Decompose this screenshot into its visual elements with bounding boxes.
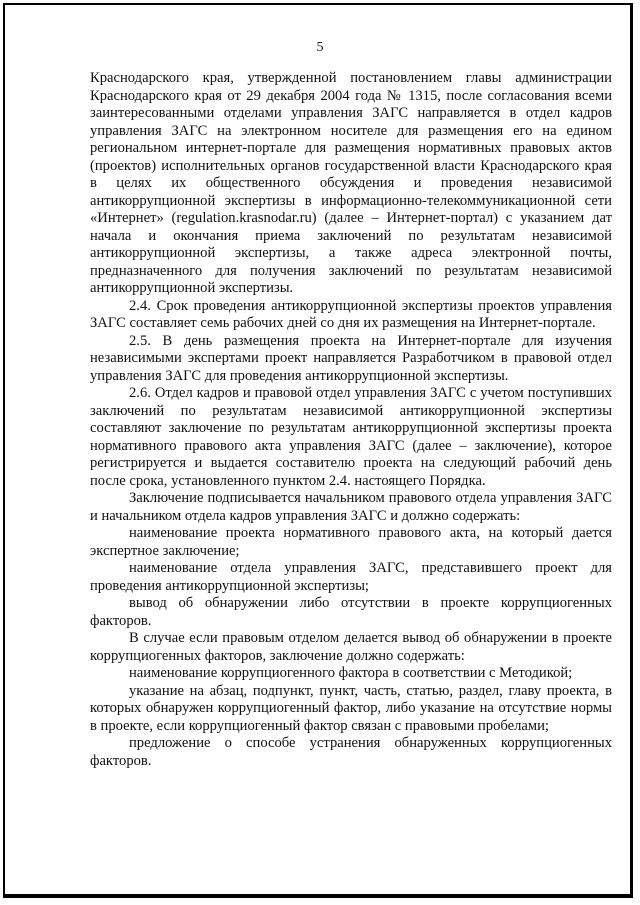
paragraph: 2.4. Срок проведения антикоррупционной экспертизы проектов управления ЗАГС составляет семь рабочих дней со дня их размещения на Интернет-портале.: [90, 297, 612, 331]
list-item: предложение о способе устранения обнаруженных коррупциогенных факторов.: [90, 735, 612, 769]
paragraph: Заключение подписывается начальником правового отдела управления ЗАГС и начальником отдела кадров управления ЗАГС и должно содержать:: [90, 490, 612, 524]
paragraph: 2.6. Отдел кадров и правовой отдел управления ЗАГС с учетом поступивших заключений по результатам независимой антикоррупционной экспертизы составляют заключение по результатам антикоррупционной экспертизы проекта нормативного правового акта управления ЗАГС (далее – заключение), которое регистрируется и выдается составителю проекта на следующий рабочий день после срока, установленного пунктом 2.4. настоящего Порядка.: [90, 385, 612, 489]
list-item: вывод об обнаружении либо отсутствии в проекте коррупциогенных факторов.: [90, 595, 612, 629]
paragraph: В случае если правовым отделом делается вывод об обнаружении в проекте коррупциогенных факторов, заключение должно содержать:: [90, 630, 612, 664]
paragraph: Краснодарского края, утвержденной постановлением главы администрации Краснодарского края от 29 декабря 2004 года № 1315, после согласования всеми заинтересованными отделами управления ЗАГС направляется в отдел кадров управления ЗАГС на электронном носителе для размещения его на едином региональном интернет-портале для размещения нормативных правовых актов (проектов) исполнительных органов государственной власти Краснодарского края в целях их общественного обсуждения и проведения независимой антикоррупционной экспертизы в информационно-телекоммуникационной сети «Интернет» (regulation.krasnodar.ru) (далее – Интернет-портал) с указанием дат начала и окончания приема заключений по результатам независимой антикоррупционной экспертизы, а также адреса электронной почты, предназначенного для получения заключений по результатам независимой антикоррупционной экспертизы.: [90, 70, 612, 296]
page-number: 5: [316, 40, 324, 55]
document-body: [90, 70, 612, 770]
paragraph: 2.5. В день размещения проекта на Интернет-портале для изучения независимыми экспертами проект направляется Разработчиком в правовой отдел управления ЗАГС для проведения антикоррупционной экспертизы.: [90, 332, 612, 384]
list-item: указание на абзац, подпункт, пункт, часть, статью, раздел, главу проекта, в которых обнаружен коррупциогенный фактор, либо указание на отсутствие нормы в проекте, если коррупциогенный фактор связан с правовыми пробелами;: [90, 682, 612, 734]
list-item: наименование отдела управления ЗАГС, представившего проект для проведения антикоррупционной экспертизы;: [90, 560, 612, 594]
list-item: наименование проекта нормативного правового акта, на который дается экспертное заключение;: [90, 525, 612, 559]
list-item: наименование коррупциогенного фактора в соответствии с Методикой;: [129, 665, 573, 681]
